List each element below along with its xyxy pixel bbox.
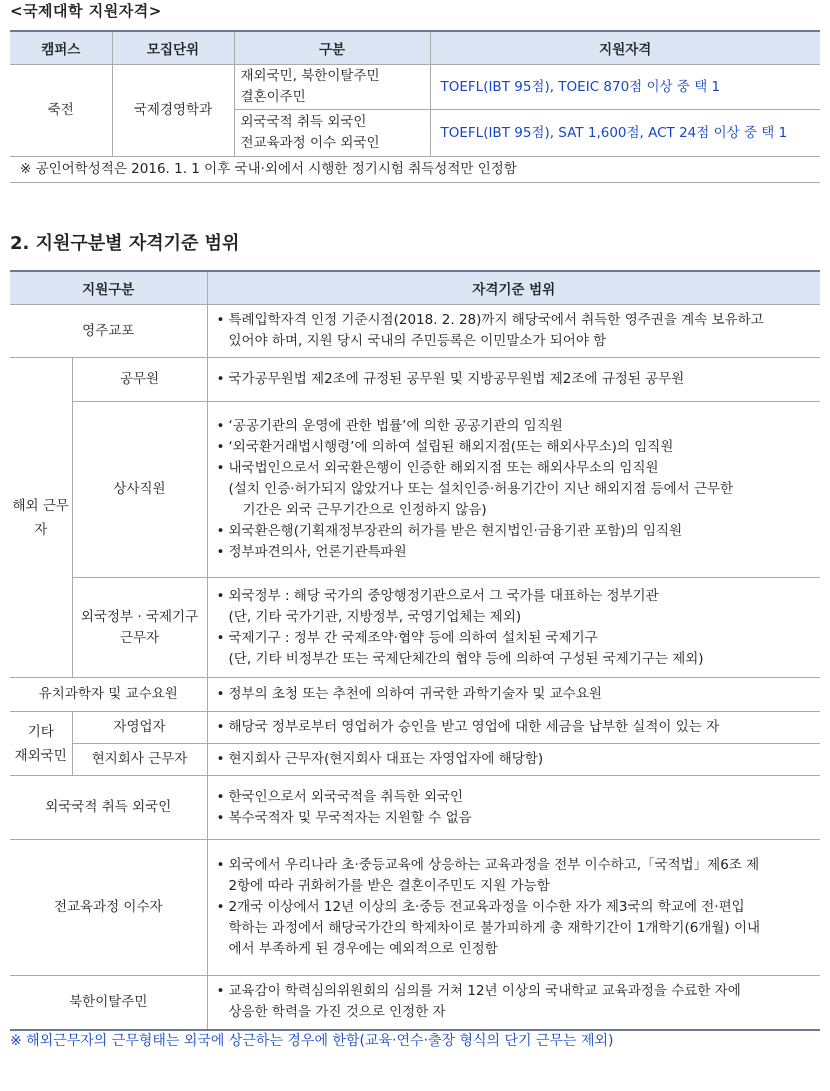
criteria-list	[209, 713, 820, 742]
item-line: 2항에 따라 귀화허가를 받은 결혼이주민도 지원 가능함	[228, 878, 550, 894]
category-cell	[234, 110, 430, 157]
overseas-worker-label: 해외 근무자	[10, 358, 72, 678]
permanent-resident-label: 영주교포	[10, 305, 207, 358]
list-item: • 국가공무원법 제2조에 규정된 공무원 및 지방공무원법 제2조에 규정된 공무원	[215, 369, 814, 390]
item-line: (단, 기타 국가기관, 지방정부, 국영기업체는 제외)	[228, 608, 522, 625]
label-line: 외국정부 · 국제기구	[80, 608, 199, 625]
criteria-list	[209, 977, 820, 1027]
criteria-list	[209, 582, 820, 674]
header-criteria-range: 자격기준 범위	[207, 271, 820, 305]
table-row	[10, 776, 820, 840]
table-row	[10, 744, 820, 776]
nk-defector-label: 북한이탈주민	[10, 976, 207, 1030]
section1-title: <국제대학 지원자격>	[10, 2, 162, 20]
item-line: 에서 부족하게 된 경우에는 예외적으로 인정함	[228, 941, 498, 957]
item-line: 국제기구 : 정부 간 국제조약‧협약 등에 의하여 설치된 국제기구	[228, 629, 598, 646]
language-score-note: ※ 공인어학성적은 2016. 1. 1 이후 국내‧외에서 시행한 정기시험 취득성적만 인정함	[10, 157, 820, 183]
item-line: (설치 인증‧허가되지 않았거나 또는 설치인증‧허용기간이 지난 해외지점 등에서 근무한	[228, 481, 734, 497]
criteria-list	[209, 851, 820, 964]
item-line: 특례입학자격 인정 기준시점(2018. 2. 28)까지 해당국에서 취득한 영주권을 계속 보유하고	[228, 312, 764, 328]
foreign-citizen-label: 외국국적 취득 외국인	[10, 776, 207, 840]
list-item: • 정부파견의사, 언론기관특파원	[215, 542, 814, 563]
item-line: (단, 기타 비정부간 또는 국제단체간의 협약 등에 의하여 구성된 국제기구는 제외)	[228, 650, 704, 667]
other-overseas-label	[10, 712, 72, 776]
list-item	[215, 981, 814, 1023]
list-item: • ‘외국환거래법시행령’에 의하여 설립된 해외지점(또는 해외사무소)의 임직원	[215, 437, 814, 458]
item-line: 2개국 이상에서 12년 이상의 초‧중등 전교육과정을 이수한 자가 제3국의 학교에 전‧편입	[228, 899, 745, 915]
table-row	[10, 976, 820, 1030]
list-item: • 복수국적자 및 무국적자는 지원할 수 없음	[215, 808, 814, 829]
item-line: 기간은 외국 근무기간으로 인정하지 않음)	[242, 502, 487, 518]
list-item: • 현지회사 근무자(현지회사 대표는 자영업자에 해당함)	[215, 749, 814, 770]
header-application-type: 지원구분	[10, 271, 207, 305]
list-item	[215, 855, 814, 897]
list-item: • 해당국 정부로부터 영업허가 승인을 받고 영업에 대한 세금을 납부한 실적이 있는 자	[215, 717, 814, 738]
table-row	[10, 65, 820, 110]
item-line: 상응한 학력을 가진 것으로 인정한 자	[228, 1004, 446, 1021]
criteria-list	[209, 306, 820, 356]
item-line: 외국정부 : 해당 국가의 중앙행정기관으로서 그 국가를 대표하는 정부기관	[228, 587, 659, 604]
criteria-cell	[207, 744, 820, 776]
list-item	[215, 897, 814, 960]
criteria-cell	[207, 402, 820, 578]
label-line: 근무자	[119, 629, 160, 646]
criteria-list	[209, 680, 820, 709]
category-cell	[234, 65, 430, 110]
table-row	[10, 678, 820, 712]
list-item: • 한국인으로서 외국국적을 취득한 외국인	[215, 787, 814, 808]
international-college-table	[10, 30, 820, 183]
company-employee-label: 상사직원	[72, 402, 207, 578]
note-row	[10, 157, 820, 183]
item-line: 학하는 과정에서 해당국가간의 학제차이로 불가피하게 총 재학기간이 1개학기(6개월) 이내	[228, 920, 761, 936]
category-line: 재외국민, 북한이탈주민	[240, 68, 380, 84]
qualification-cell: TOEFL(IBT 95점), TOEIC 870점 이상 중 택 1	[430, 65, 820, 110]
criteria-cell	[207, 776, 820, 840]
local-company-label: 현지회사 근무자	[72, 744, 207, 776]
list-item	[215, 628, 814, 670]
criteria-cell	[207, 678, 820, 712]
list-item	[215, 310, 814, 352]
table-row	[10, 402, 820, 578]
header-category: 구분	[234, 31, 430, 65]
intl-org-label	[72, 578, 207, 678]
list-item: • 외국환은행(기획재정부장관의 허가를 받은 현지법인‧금융기관 포함)의 임직원	[215, 521, 814, 542]
table-header-row	[10, 271, 820, 305]
label-line: 재외국민	[14, 747, 67, 764]
section2-title: 2. 지원구분별 자격기준 범위	[10, 233, 240, 254]
list-item	[215, 586, 814, 628]
header-qualification: 지원자격	[430, 31, 820, 65]
criteria-cell	[207, 305, 820, 358]
item-line: 있어야 하며, 지원 당시 국내의 주민등록은 이민말소가 되어야 함	[228, 333, 607, 349]
header-unit: 모집단위	[112, 31, 234, 65]
unit-cell: 국제경영학과	[112, 65, 234, 157]
full-course-label: 전교육과정 이수자	[10, 840, 207, 976]
table-row	[10, 358, 820, 402]
criteria-list	[209, 365, 820, 394]
item-line: 내국법인으로서 외국환은행이 인증한 해외지점 또는 해외사무소의 임직원	[228, 460, 659, 476]
scientist-label: 유치과학자 및 교수요원	[10, 678, 207, 712]
civil-servant-label: 공무원	[72, 358, 207, 402]
item-line: 교육감이 학력심의위원회의 심의를 거쳐 12년 이상의 국내학교 교육과정을 수료한 자에	[228, 983, 741, 1000]
list-item: • 정부의 초청 또는 추천에 의하여 귀국한 과학기술자 및 교수요원	[215, 684, 814, 705]
item-line: 외국에서 우리나라 초‧중등교육에 상응하는 교육과정을 전부 이수하고,「국적법」제6조 제	[228, 857, 760, 873]
criteria-cell	[207, 358, 820, 402]
table-row	[10, 712, 820, 744]
criteria-cell	[207, 578, 820, 678]
table-row	[10, 840, 820, 976]
criteria-cell	[207, 840, 820, 976]
label-line: 기타	[27, 723, 54, 740]
table-row	[10, 578, 820, 678]
list-item	[215, 458, 814, 521]
list-item: • ‘공공기관의 운영에 관한 법률’에 의한 공공기관의 임직원	[215, 416, 814, 437]
criteria-table	[10, 270, 820, 1031]
header-campus: 캠퍼스	[10, 31, 112, 65]
overseas-work-footnote: ※ 해외근무자의 근무형태는 외국에 상근하는 경우에 한함(교육‧연수‧출장 형식의 단기 근무는 제외)	[10, 1033, 614, 1049]
criteria-list	[209, 745, 820, 774]
category-line: 결혼이주민	[240, 89, 306, 105]
criteria-list	[209, 783, 820, 833]
criteria-cell	[207, 712, 820, 744]
category-line: 외국국적 취득 외국인	[240, 114, 367, 130]
criteria-list	[209, 412, 820, 567]
self-employed-label: 자영업자	[72, 712, 207, 744]
category-line: 전교육과정 이수 외국인	[240, 135, 380, 151]
qualification-cell: TOEFL(IBT 95점), SAT 1,600점, ACT 24점 이상 중 택 1	[430, 110, 820, 157]
criteria-cell	[207, 976, 820, 1030]
table-row	[10, 305, 820, 358]
campus-cell: 죽전	[10, 65, 112, 157]
table-header-row	[10, 31, 820, 65]
